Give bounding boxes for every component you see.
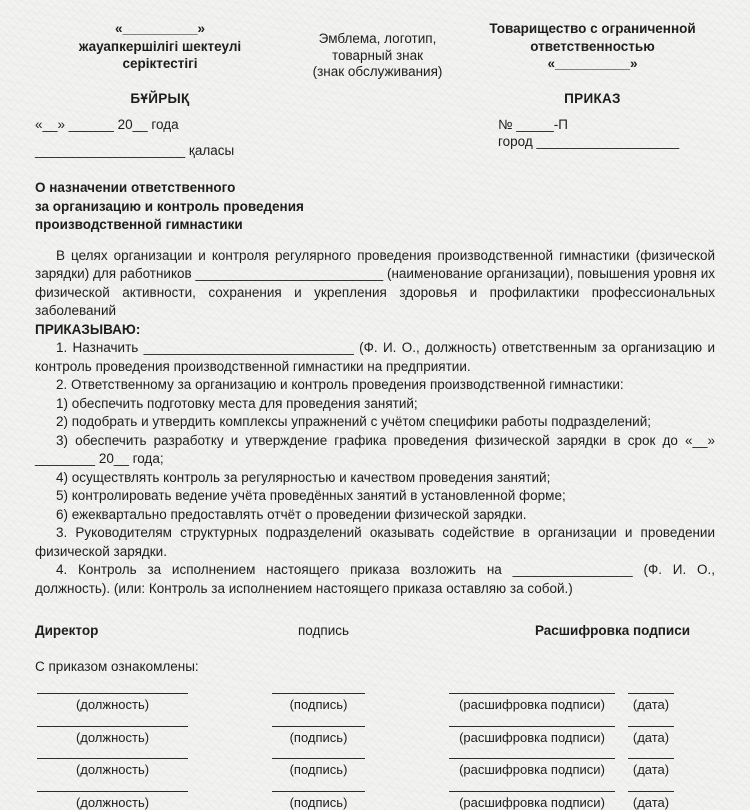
emblem-line2: товарный знак [331, 47, 424, 63]
position-field: (должность) [37, 693, 188, 712]
date-field: (дата) [628, 693, 674, 712]
acknowledgement-rows [35, 693, 715, 810]
order-subject-line2: за организацию и контроль проведения [35, 198, 304, 214]
signature-label: подпись [298, 623, 350, 638]
signature-field: (подпись) [272, 791, 365, 810]
transcript-field: (расшифровка подписи) [449, 726, 615, 745]
signature-field: (подпись) [272, 758, 365, 777]
order-subject-line1: О назначении ответственного [35, 180, 236, 195]
acknowledgement-row [35, 693, 715, 712]
transcript-field: (расшифровка подписи) [449, 693, 615, 712]
order-subitem-3: 3) обеспечить разработку и утверждение графика проведения физической зарядки в срок до «__» ________ 20__ года; [35, 432, 715, 466]
order-title-ru: ПРИКАЗ [564, 90, 621, 106]
company-name-kk-line2: жауапкершілігі шектеулі [78, 38, 242, 54]
company-block-kk [35, 20, 285, 160]
acknowledgement-row [35, 726, 715, 745]
order-item-3: 3. Руководителям структурных подразделений оказывать содействие в организации и проведении физической зарядки. [35, 525, 715, 559]
acknowledgement-row [35, 758, 715, 777]
document-header [35, 20, 715, 160]
acknowledged-label: С приказом ознакомлены: [35, 658, 199, 674]
order-city-line-ru: город ___________________ [498, 134, 680, 149]
position-field: (должность) [37, 791, 188, 810]
company-name-kk-line3: серіктестігі [122, 56, 198, 71]
order-subject-line3: производственной гимнастики [35, 217, 243, 232]
acknowledgement-row [35, 791, 715, 810]
company-block-ru [470, 20, 715, 160]
signature-transcript-label: Расшифровка подписи [534, 623, 691, 638]
order-subitem-2: 2) подобрать и утвердить комплексы упражнений с учётом специфики работы подразделений; [56, 414, 651, 429]
company-name-kk-quote: «__________» [114, 21, 206, 36]
date-field: (дата) [628, 726, 674, 745]
order-item-1: 1. Назначить ____________________________ (Ф. И. О., должность) ответственным за организацию и контроль проведения производственной гимнастики на предприятии. [35, 340, 715, 374]
transcript-field: (расшифровка подписи) [449, 791, 615, 810]
signature-field: (подпись) [272, 693, 365, 712]
order-intro-paragraph: В целях организации и контроля регулярного проведения производственной гимнастики (физической зарядки) для работников _________________________ (наименование организации), повышения уровня их физической активности, сохранения и укрепления здоровья и профилактики профессиональных заболеваний [35, 247, 715, 318]
signature-field: (подпись) [272, 726, 365, 745]
order-date-line-kk: «__» ______ 20__ года [35, 117, 179, 132]
company-name-ru-line2: ответственностью [530, 38, 655, 54]
position-field: (должность) [37, 726, 188, 745]
director-label: Директор [35, 623, 99, 638]
date-field: (дата) [628, 758, 674, 777]
company-name-ru-quote: «__________» [547, 56, 638, 71]
order-item-2: 2. Ответственному за организацию и контроль проведения производственной гимнастики: [56, 377, 624, 392]
company-name-ru-line1: Товарищество с ограниченной [489, 21, 696, 36]
order-subitem-5: 5) контролировать ведение учёта проведённых занятий в установленной форме; [56, 488, 566, 503]
order-subitem-6: 6) ежеквартально предоставлять отчёт о проведении физической зарядки. [56, 506, 527, 522]
order-subitem-1: 1) обеспечить подготовку места для проведения занятий; [56, 395, 418, 411]
order-subitem-4: 4) осуществлять контроль за регулярностью и качеством проведения занятий; [56, 469, 551, 485]
director-signature-row [35, 622, 715, 641]
order-city-line-kk: ____________________ қаласы [35, 143, 235, 158]
order-subject [35, 179, 715, 235]
emblem-line3: (знак обслуживания) [312, 64, 443, 79]
date-field: (дата) [628, 791, 674, 810]
order-item-4: 4. Контроль за исполнением настоящего приказа возложить на ________________ (Ф. И. О., должность). (или: Контроль за исполнением настоящего приказа оставляю за собой.) [35, 562, 715, 596]
transcript-field: (расшифровка подписи) [449, 758, 615, 777]
emblem-placeholder [285, 20, 470, 160]
emblem-line1: Эмблема, логотип, [318, 31, 437, 46]
order-word: ПРИКАЗЫВАЮ: [35, 321, 141, 337]
position-field: (должность) [37, 758, 188, 777]
order-title-kk: БҰЙРЫҚ [130, 90, 190, 106]
order-body [35, 247, 715, 599]
order-number-line: № _____-П [498, 117, 568, 132]
